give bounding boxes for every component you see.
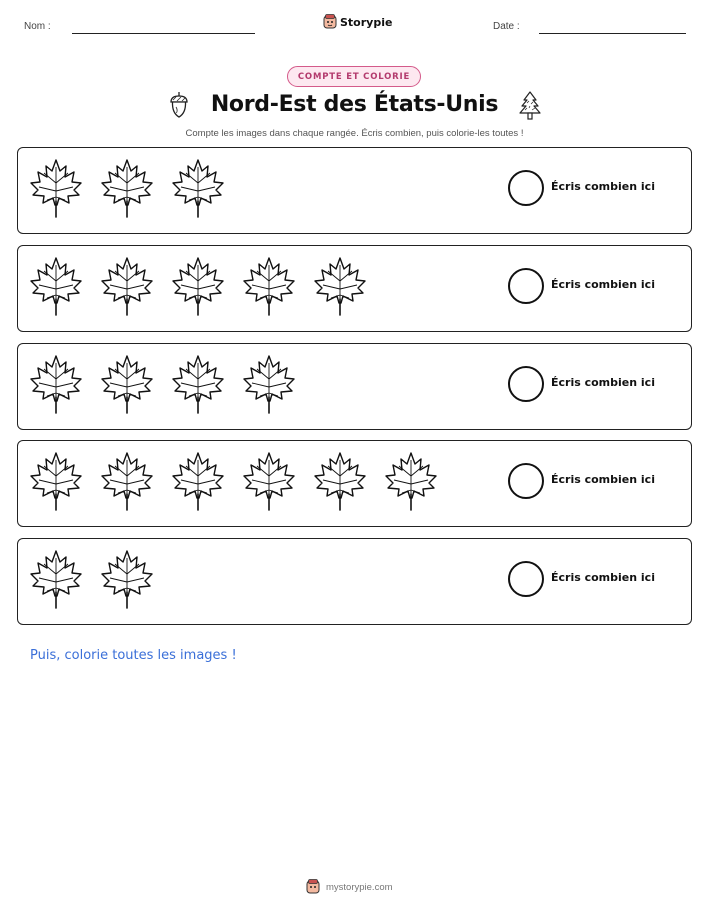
answer-circle[interactable] bbox=[508, 170, 544, 206]
count-row bbox=[17, 440, 692, 527]
maple-leaf-icon[interactable] bbox=[28, 157, 84, 219]
maple-leaf-icon[interactable] bbox=[312, 450, 368, 512]
maple-leaf-icon[interactable] bbox=[241, 353, 297, 415]
brand-logo bbox=[323, 14, 392, 30]
maple-leaf-icon[interactable] bbox=[241, 255, 297, 317]
page-title: Nord-Est des États-Unis bbox=[210, 92, 499, 117]
answer-circle[interactable] bbox=[508, 561, 544, 597]
date-label: Date : bbox=[493, 21, 520, 32]
maple-leaf-icon[interactable] bbox=[312, 255, 368, 317]
answer-circle[interactable] bbox=[508, 268, 544, 304]
maple-leaf-icon[interactable] bbox=[170, 353, 226, 415]
date-line[interactable] bbox=[539, 33, 686, 34]
answer-circle[interactable] bbox=[508, 463, 544, 499]
maple-leaf-icon[interactable] bbox=[99, 255, 155, 317]
maple-leaf-icon[interactable] bbox=[383, 450, 439, 512]
answer-circle[interactable] bbox=[508, 366, 544, 402]
answer-label: Écris combien ici bbox=[551, 278, 655, 291]
maple-leaf-icon[interactable] bbox=[99, 548, 155, 610]
name-line[interactable] bbox=[72, 33, 255, 34]
instructions: Compte les images dans chaque rangée. Écris combien, puis colorie-les toutes ! bbox=[185, 128, 524, 139]
count-row bbox=[17, 343, 692, 430]
storypie-mascot-icon bbox=[323, 14, 337, 30]
activity-badge: COMPTE ET COLORIE bbox=[287, 66, 421, 87]
brand-name: Storypie bbox=[340, 15, 393, 29]
maple-leaf-icon[interactable] bbox=[99, 450, 155, 512]
site-footer bbox=[306, 879, 393, 895]
maple-leaf-icon[interactable] bbox=[170, 157, 226, 219]
count-row bbox=[17, 538, 692, 625]
answer-label: Écris combien ici bbox=[551, 376, 655, 389]
maple-leaf-icon[interactable] bbox=[28, 353, 84, 415]
count-row bbox=[17, 147, 692, 234]
name-label: Nom : bbox=[24, 21, 51, 32]
site-url: mystorypie.com bbox=[326, 881, 393, 893]
answer-label: Écris combien ici bbox=[551, 180, 655, 193]
count-row bbox=[17, 245, 692, 332]
maple-leaf-icon[interactable] bbox=[170, 255, 226, 317]
maple-leaf-icon[interactable] bbox=[28, 548, 84, 610]
maple-leaf-icon[interactable] bbox=[28, 255, 84, 317]
maple-leaf-icon[interactable] bbox=[28, 450, 84, 512]
maple-leaf-icon[interactable] bbox=[170, 450, 226, 512]
answer-label: Écris combien ici bbox=[551, 571, 655, 584]
storypie-mascot-icon bbox=[306, 879, 320, 895]
answer-label: Écris combien ici bbox=[551, 473, 655, 486]
maple-leaf-icon[interactable] bbox=[241, 450, 297, 512]
pine-tree-icon bbox=[517, 91, 543, 121]
maple-leaf-icon[interactable] bbox=[99, 157, 155, 219]
maple-leaf-icon[interactable] bbox=[99, 353, 155, 415]
footer-instruction: Puis, colorie toutes les images ! bbox=[30, 648, 237, 663]
